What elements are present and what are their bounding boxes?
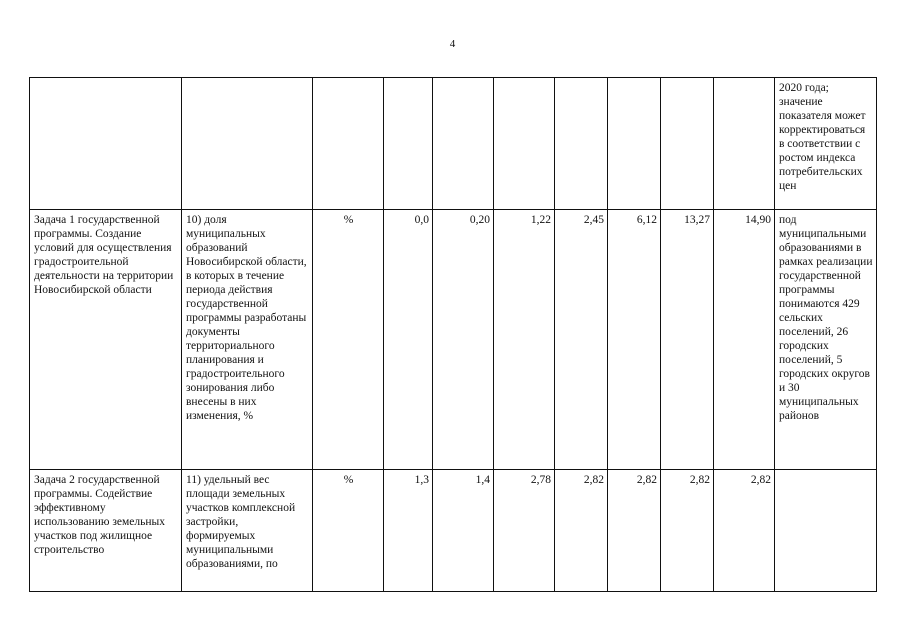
page-number: 4 [449,38,456,50]
value-cell: 1,22 [494,210,555,470]
table-row [30,470,877,592]
value-cell: 13,27 [661,210,714,470]
value-cell [555,78,608,210]
value-cell: 2,82 [555,470,608,592]
note-cell: 2020 года; значение показателя может корректироваться в соответствии с ростом индекса потребительских цен [775,78,877,210]
value-cell: 14,90 [714,210,775,470]
value-cell: 0,20 [433,210,494,470]
value-cell: 0,0 [384,210,433,470]
value-cell: 2,78 [494,470,555,592]
value-cell: 1,3 [384,470,433,592]
unit-cell [313,78,384,210]
value-cell [608,78,661,210]
value-cell: 2,45 [555,210,608,470]
value-cell [433,78,494,210]
task-cell: Задача 2 государственной программы. Содействие эффективному использованию земельных участков под жилищное строительство [30,470,182,592]
indicator-cell [182,78,313,210]
task-cell: Задача 1 государственной программы. Создание условий для осуществления градостроительной деятельности на территории Новосибирской области [30,210,182,470]
value-cell: 2,82 [661,470,714,592]
note-cell [775,470,877,592]
value-cell: 1,4 [433,470,494,592]
value-cell: 2,82 [714,470,775,592]
indicator-cell: 10) доля муниципальных образований Новосибирской области, в которых в течение периода действия государственной программы разработаны документы территориального планирования и градостроительного зонирования либо внесены в них изменения, % [182,210,313,470]
note-cell: под муниципальными образованиями в рамках реализации государственной программы понимаются 429 сельских поселений, 26 городских поселений, 5 городских округов и 30 муниципальных районов [775,210,877,470]
value-cell [494,78,555,210]
task-cell [30,78,182,210]
value-cell: 2,82 [608,470,661,592]
indicators-table [29,77,877,592]
table-row [30,78,877,210]
unit-cell: % [313,470,384,592]
value-cell [714,78,775,210]
unit-cell: % [313,210,384,470]
table-row [30,210,877,470]
value-cell [384,78,433,210]
value-cell: 6,12 [608,210,661,470]
indicator-cell: 11) удельный вес площади земельных участков комплексной застройки, формируемых муниципальными образованиями, по [182,470,313,592]
value-cell [661,78,714,210]
